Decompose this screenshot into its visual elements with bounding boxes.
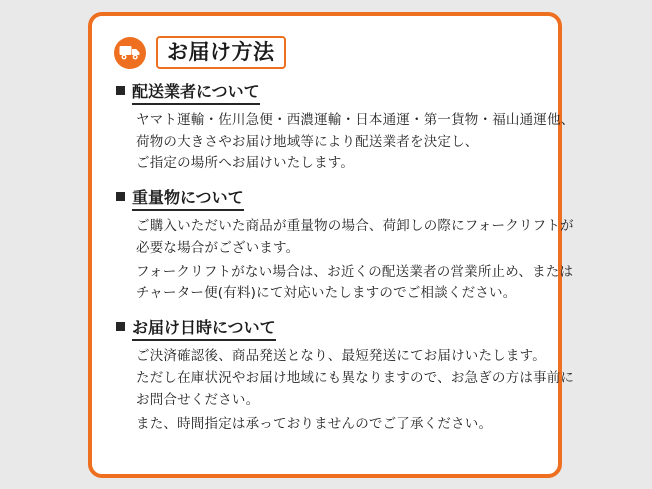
body-line: ご決済確認後、商品発送となり、最短発送にてお届けいたします。 bbox=[136, 347, 546, 364]
body-line: フォークリフトがない場合は、お近くの配送業者の営業所止め、または bbox=[136, 263, 574, 280]
card-title-box bbox=[156, 36, 286, 69]
filled-square-bullet-icon bbox=[116, 322, 125, 331]
section-title: 配送業者について bbox=[132, 83, 260, 105]
body-line: ヤマト運輸・佐川急便・西濃運輸・日本通運・第一貨物・福山通運他、 bbox=[136, 111, 575, 128]
card-title-row bbox=[114, 36, 538, 69]
section-title: 重量物について bbox=[132, 189, 244, 211]
section-heading-row bbox=[116, 189, 538, 211]
body-line: チャーター便(有料)にて対応いたしますのでご相談ください。 bbox=[136, 285, 517, 302]
section-body bbox=[136, 346, 575, 435]
body-line: お問合せください。 bbox=[136, 391, 260, 408]
body-line: また、時間指定は承っておりませんのでご了承ください。 bbox=[136, 415, 493, 432]
section-body bbox=[136, 110, 575, 176]
section-heading-row bbox=[116, 83, 538, 105]
section-shipping-carriers bbox=[112, 82, 575, 175]
body-line: ただし在庫状況やお届け地域にも異なりますので、お急ぎの方は事前に bbox=[136, 369, 575, 386]
section-heavy-items bbox=[112, 188, 574, 305]
body-line: 必要な場合がございます。 bbox=[136, 239, 300, 256]
filled-square-bullet-icon bbox=[116, 86, 125, 95]
body-line: ご購入いただいた商品が重量物の場合、荷卸しの際にフォークリフトが bbox=[136, 217, 574, 234]
card-inner bbox=[92, 16, 575, 474]
body-line: 荷物の大きさやお届け地域等により配送業者を決定し、 bbox=[136, 133, 479, 150]
filled-square-bullet-icon bbox=[116, 192, 125, 201]
section-body bbox=[136, 216, 574, 305]
section-heading-row bbox=[116, 319, 538, 341]
section-delivery-datetime bbox=[112, 318, 575, 435]
body-line: ご指定の場所へお届けいたします。 bbox=[136, 155, 355, 172]
page-title: お届け方法 bbox=[167, 40, 275, 64]
delivery-truck-icon bbox=[114, 37, 146, 69]
section-title: お届け日時について bbox=[132, 319, 276, 341]
delivery-info-card bbox=[88, 12, 575, 478]
